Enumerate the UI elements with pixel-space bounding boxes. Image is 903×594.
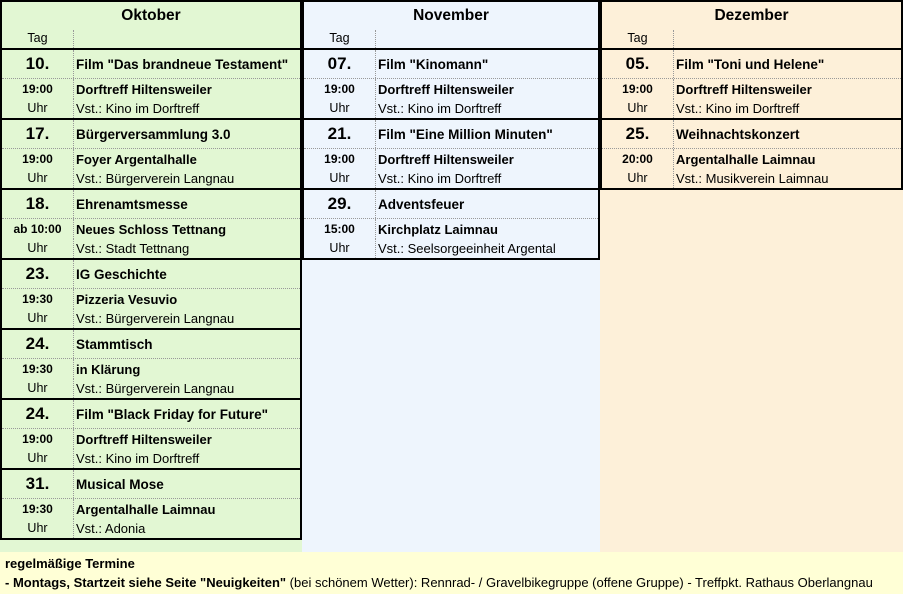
event-place: Kirchplatz Laimnau [378,222,498,237]
footer-line-bold: - Montags, Startzeit siehe Seite "Neuigkeiten" [5,575,287,590]
tag-label: Tag [27,31,48,45]
event-day: 31. [25,474,50,493]
event-place: Argentalhalle Laimnau [676,152,816,167]
event-time-unit: Uhr [27,381,48,395]
event-title: Weihnachtskonzert [676,127,800,142]
tag-label: Tag [329,31,350,45]
event-block [302,48,600,120]
event-time: 19:30 [22,502,53,516]
event-day: 17. [25,124,50,143]
event-day: 21. [327,124,352,143]
event-organizer: Vst.: Kino im Dorftreff [676,101,800,116]
month-title: Oktober [0,0,302,30]
event-block [0,470,302,540]
event-place: Argentalhalle Laimnau [76,502,216,517]
event-place: in Klärung [76,362,141,377]
event-place: Dorftreff Hiltensweiler [378,82,514,97]
event-time: 19:00 [22,152,53,166]
event-time: 20:00 [622,152,653,166]
event-header-row [2,470,300,499]
month-column-november [302,0,600,552]
event-title: Film "Das brandneue Testament" [76,57,289,72]
event-header-row [2,120,300,149]
event-place-row [2,289,300,309]
event-block [0,400,302,470]
event-place-row [2,79,300,99]
event-organizer: Vst.: Bürgerverein Langnau [76,171,235,186]
event-place-row [304,219,598,239]
event-time: 19:00 [324,82,355,96]
event-organizer: Vst.: Adonia [76,521,146,536]
event-organizer-row [2,449,300,468]
event-time: 19:30 [22,362,53,376]
event-block [0,330,302,400]
event-place-row [602,149,901,169]
event-place: Dorftreff Hiltensweiler [76,82,212,97]
sub-header [0,30,302,48]
event-time-unit: Uhr [27,241,48,255]
event-day: 24. [25,334,50,353]
event-time-unit: Uhr [27,101,48,115]
event-organizer-row [304,239,598,258]
event-time-unit: Uhr [627,101,648,115]
event-header-row [602,50,901,79]
event-time-unit: Uhr [627,171,648,185]
event-organizer-row [2,239,300,258]
event-time-unit: Uhr [329,171,350,185]
event-block [600,48,903,120]
event-place: Dorftreff Hiltensweiler [676,82,812,97]
event-place-row [2,499,300,519]
event-place-row [602,79,901,99]
regular-dates-footer [0,552,903,594]
event-organizer-row [2,379,300,398]
event-title: Film "Toni und Helene" [676,57,825,72]
event-day: 25. [625,124,650,143]
event-time: ab 10:00 [13,222,62,236]
event-organizer: Vst.: Seelsorgeeinheit Argental [378,241,556,256]
event-time: 19:00 [324,152,355,166]
event-title: IG Geschichte [76,267,167,282]
event-header-row [304,120,598,149]
month-title: November [302,0,600,30]
event-organizer: Vst.: Musikverein Laimnau [676,171,829,186]
event-title: Adventsfeuer [378,197,465,212]
event-header-row [2,400,300,429]
event-time-unit: Uhr [329,241,350,255]
event-block [302,120,600,190]
event-place-row [304,149,598,169]
event-time: 19:00 [622,82,653,96]
event-day: 29. [327,194,352,213]
event-block [600,120,903,190]
event-day: 24. [25,404,50,423]
event-place: Neues Schloss Tettnang [76,222,227,237]
event-place-row [304,79,598,99]
footer-line-rest: (bei schönem Wetter): Rennrad- / Gravelbikegruppe (offene Gruppe) - Treffpkt. Rathaus Oberlangnau [286,575,873,590]
event-organizer-row [304,169,598,188]
event-header-row [2,330,300,359]
event-organizer: Vst.: Bürgerverein Langnau [76,311,235,326]
event-organizer-row [2,99,300,118]
event-block [0,120,302,190]
event-block [0,190,302,260]
event-organizer: Vst.: Kino im Dorftreff [76,451,200,466]
sub-header [302,30,600,48]
event-place: Dorftreff Hiltensweiler [76,432,212,447]
event-place: Dorftreff Hiltensweiler [378,152,514,167]
event-header-row [602,120,901,149]
event-block [0,48,302,120]
event-time: 15:00 [324,222,355,236]
event-place-row [2,149,300,169]
event-block [0,260,302,330]
event-day: 23. [25,264,50,283]
footer-title: regelmäßige Termine [5,556,135,571]
event-organizer: Vst.: Bürgerverein Langnau [76,381,235,396]
event-title: Bürgerversammlung 3.0 [76,127,231,142]
event-header-row [2,260,300,289]
event-time: 19:00 [22,82,53,96]
event-title: Film "Black Friday for Future" [76,407,269,422]
event-block [302,190,600,260]
month-column-dezember [600,0,903,552]
event-organizer: Vst.: Kino im Dorftreff [378,101,502,116]
event-title: Ehrenamtsmesse [76,197,188,212]
event-time-unit: Uhr [27,451,48,465]
event-time: 19:30 [22,292,53,306]
event-title: Musical Mose [76,477,164,492]
event-title: Film "Kinomann" [378,57,489,72]
event-time-unit: Uhr [27,521,48,535]
event-time-unit: Uhr [27,171,48,185]
event-header-row [304,50,598,79]
event-organizer-row [2,309,300,328]
event-place: Pizzeria Vesuvio [76,292,178,307]
event-organizer-row [602,169,901,188]
event-place-row [2,359,300,379]
event-time-unit: Uhr [27,311,48,325]
event-place-row [2,429,300,449]
month-title: Dezember [600,0,903,30]
event-place-row [2,219,300,239]
event-day: 07. [327,54,352,73]
event-organizer-row [602,99,901,118]
month-column-oktober [0,0,302,552]
event-header-row [2,50,300,79]
tag-label: Tag [627,31,648,45]
event-time-unit: Uhr [329,101,350,115]
event-time: 19:00 [22,432,53,446]
event-header-row [2,190,300,219]
event-place: Foyer Argentalhalle [76,152,197,167]
event-organizer-row [2,169,300,188]
footer-line [5,575,873,590]
event-organizer: Vst.: Kino im Dorftreff [76,101,200,116]
sub-header [600,30,903,48]
event-title: Film "Eine Million Minuten" [378,127,553,142]
event-organizer-row [304,99,598,118]
event-organizer-row [2,519,300,538]
event-organizer: Vst.: Kino im Dorftreff [378,171,502,186]
event-organizer: Vst.: Stadt Tettnang [76,241,190,256]
event-day: 05. [625,54,650,73]
event-title: Stammtisch [76,337,153,352]
event-day: 18. [25,194,50,213]
event-day: 10. [25,54,50,73]
event-header-row [304,190,598,219]
